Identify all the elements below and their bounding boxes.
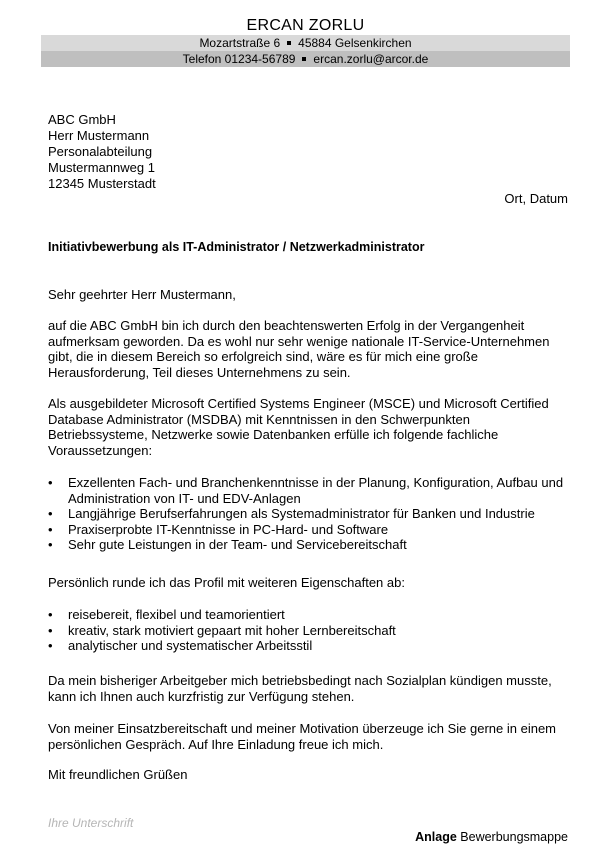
paragraph-availability: Da mein bisheriger Arbeitgeber mich betriebsbedingt nach Sozialplan kündigen musste, kann ich Ihnen auch kurzfristig zur Verfügung stehen.	[48, 673, 552, 704]
paragraph-qualification-intro: Als ausgebildeter Microsoft Certified Systems Engineer (MSCE) und Microsoft Certified Database Administrator (MSDBA) mit Kenntnissen in den Schwerpunkten Betriebssysteme, Netzwerke sowie Datenbanken erfülle ich folgende fachliche Voraussetzungen:	[48, 396, 549, 458]
recipient-address	[48, 112, 156, 192]
letter-subject: Initiativbewerbung als IT-Administrator / Netzwerkadministrator	[48, 240, 425, 254]
salutation: Sehr geehrter Herr Mustermann,	[48, 287, 236, 302]
sender-city: 45884 Gelsenkirchen	[298, 36, 412, 50]
recipient-department: Personalabteilung	[48, 144, 153, 159]
sender-name: ERCAN ZORLU	[41, 16, 570, 35]
sender-address	[41, 35, 570, 51]
list-item: • Praxiserprobte IT-Kenntnisse in PC-Hard- und Software	[48, 522, 573, 538]
list-item: • Sehr gute Leistungen in der Team- und Servicebereitschaft	[48, 537, 573, 553]
sender-street: Mozartstraße 6	[199, 36, 281, 50]
recipient-city: 12345 Musterstadt	[48, 176, 156, 191]
attachment-note	[415, 830, 568, 844]
qualifications-list	[48, 475, 573, 553]
paragraph-intro: auf die ABC GmbH bin ich durch den beachtenswerten Erfolg in der Vergangenheit aufmerksam geworden. Da es wohl nur sehr wenige nationale IT-Service-Unternehmen gibt, die in diesem Bereich so erfolgreich sind, wäre es für mich eine große Herausforderung, Teil dieses Unternehmens zu sein.	[48, 318, 550, 380]
letter-date: Ort, Datum	[504, 191, 568, 206]
sender-email: ercan.zorlu@arcor.de	[313, 52, 429, 66]
sender-contact	[41, 51, 570, 67]
attachment-label: Anlage	[415, 830, 457, 844]
paragraph-closing: Von meiner Einsatzbereitschaft und meiner Motivation überzeuge ich Sie gerne in einem persönlichen Gespräch. Auf Ihre Einladung freue ich mich.	[48, 721, 557, 752]
closing-formula: Mit freundlichen Grüßen	[48, 767, 188, 782]
attachment-value: Bewerbungsmappe	[460, 830, 568, 844]
signature-placeholder: Ihre Unterschrift	[48, 816, 134, 830]
traits-list	[48, 607, 573, 654]
recipient-company: ABC GmbH	[48, 112, 116, 127]
list-item: • reisebereit, flexibel und teamorientiert	[48, 607, 573, 623]
square-bullet-icon	[287, 41, 291, 45]
list-item: • Langjährige Berufserfahrungen als Systemadministrator für Banken und Industrie	[48, 506, 573, 522]
recipient-street: Mustermannweg 1	[48, 160, 155, 175]
paragraph-traits-intro: Persönlich runde ich das Profil mit weiteren Eigenschaften ab:	[48, 575, 405, 590]
letterhead	[41, 16, 570, 67]
square-bullet-icon	[302, 57, 306, 61]
recipient-person: Herr Mustermann	[48, 128, 150, 143]
list-item: • kreativ, stark motiviert gepaart mit hoher Lernbereitschaft	[48, 623, 573, 639]
list-item: • Exzellenten Fach- und Branchenkenntnisse in der Planung, Konfiguration, Aufbau und Administration von IT- und EDV-Anlagen	[48, 475, 573, 506]
list-item: • analytischer und systematischer Arbeitsstil	[48, 638, 573, 654]
sender-phone: Telefon 01234-56789	[182, 52, 296, 66]
